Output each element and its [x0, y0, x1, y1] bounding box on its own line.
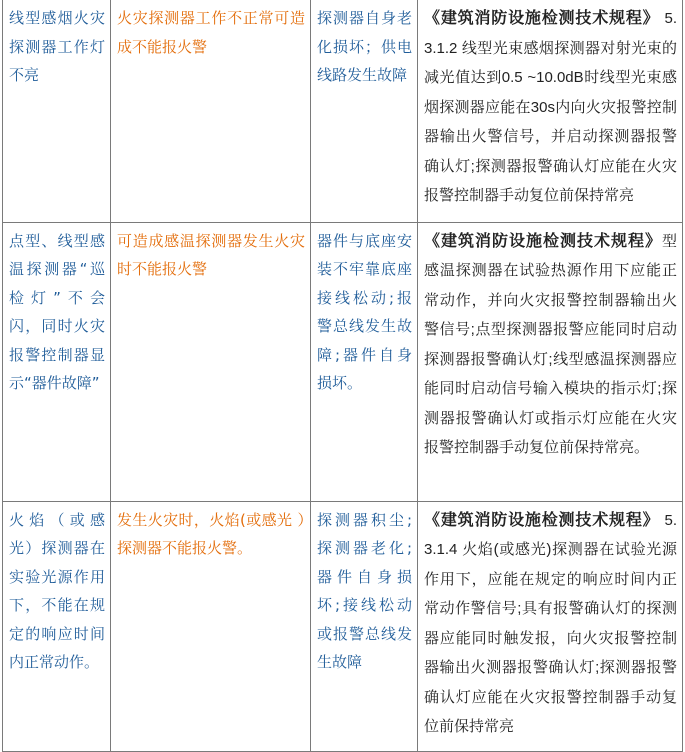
cause-cell: 可造成感温探测器发生火灾时不能报火警 [111, 222, 311, 501]
table-row [3, 222, 683, 501]
table-row [3, 0, 683, 222]
symptom-cell: 点型、线型感温探测器“巡检灯”不会闪，同时火灾报警控制器显示“器件故障” [3, 222, 111, 501]
symptom-cell: 火焰（或感光）探测器在实验光源作用下，不能在规定的响应时间内正常动作。 [3, 501, 111, 751]
cause-cell: 火灾探测器工作不正常可造成不能报火警 [111, 0, 311, 222]
standard-body: 5.3.1.2 线型光束感烟探测器对射光束的减光值达到0.5 ~10.0dB时线型光束感烟探测器应能在30s内向火灾报警控制器输出火警信号，并启动探测器报警确认灯;探测器报警确认灯应能在火灾报警控制器手动复位前保持常亮 [424, 10, 677, 204]
standard-body: 型感温探测器在试验热源作用下应能正常动作，并向火灾报警控制器输出火警信号;点型探测器报警应能同时启动探测器报警确认灯;线型感温探测器应能同时启动信号输入模块的指示灯;探测器报警确认灯或指示灯应能在火灾报警控制器手动复位前保持常亮。 [424, 232, 677, 456]
fault-table [2, 0, 683, 752]
standard-cell [418, 501, 683, 751]
standard-title: 《建筑消防设施检测技术规程》 [424, 509, 660, 529]
standard-cell [418, 222, 683, 501]
table-row [3, 501, 683, 751]
standard-title: 《建筑消防设施检测技术规程》 [424, 230, 662, 250]
reason-cell: 探测器积尘;探测器老化;器件自身损坏;接线松动或报警总线发生故障 [311, 501, 418, 751]
symptom-cell: 线型感烟火灾探测器工作灯不亮 [3, 0, 111, 222]
cause-cell: 发生火灾时，火焰(或感光 ）探测器不能报火警。 [111, 501, 311, 751]
reason-cell: 探测器自身老化损坏；供电线路发生故障 [311, 0, 418, 222]
standard-title: 《建筑消防设施检测技术规程》 [424, 8, 660, 27]
standard-cell [418, 0, 683, 222]
reason-cell: 器件与底座安装不牢靠底座接线松动;报警总线发生故障;器件自身损坏。 [311, 222, 418, 501]
standard-body: 5.3.1.4 火焰(或感光)探测器在试验光源作用下，应能在规定的响应时间内正常动作警信号;具有报警确认灯的探测器应能同时触发报，向火灾报警控制器输出火测器报警确认灯;探测器报警确认灯应能在火灾报警控制器手动复位前保持常亮 [424, 511, 677, 735]
